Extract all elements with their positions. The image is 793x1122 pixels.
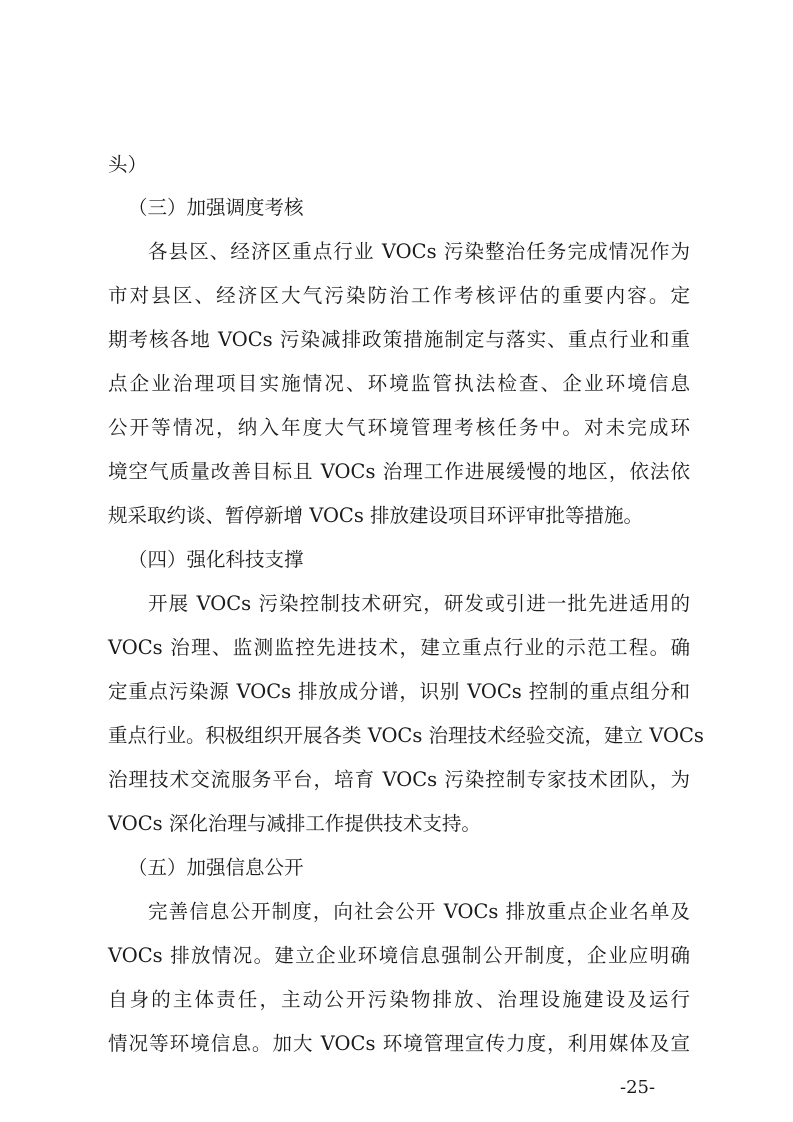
paragraph-line: 重点行业。积极组织开展各类 VOCs 治理技术经验交流，建立 VOCs: [108, 724, 704, 747]
paragraph-line: 情况等环境信息。加大 VOCs 环境管理宣传力度，利用媒体及宣: [108, 1032, 690, 1055]
paragraph-line: 治理技术交流服务平台，培育 VOCs 污染控制专家技术团队，为: [108, 768, 690, 791]
paragraph-line: 期考核各地 VOCs 污染减排政策措施制定与落实、重点行业和重: [108, 328, 690, 351]
paragraph-line: 各县区、经济区重点行业 VOCs 污染整治任务完成情况作为: [148, 240, 690, 263]
paragraph-line: VOCs 排放情况。建立企业环境信息强制公开制度，企业应明确: [108, 944, 690, 967]
paragraph-line: VOCs 深化治理与减排工作提供技术支持。: [108, 812, 481, 835]
paragraph-line: 完善信息公开制度，向社会公开 VOCs 排放重点企业名单及: [148, 900, 690, 923]
section-heading-4: （四）强化科技支撑: [128, 548, 304, 571]
paragraph-continuation-line: 头）: [108, 153, 148, 176]
paragraph-line: VOCs 治理、监测监控先进技术，建立重点行业的示范工程。确: [108, 636, 690, 659]
page-number: -25-: [620, 1077, 656, 1098]
paragraph-line: 点企业治理项目实施情况、环境监管执法检查、企业环境信息: [108, 372, 690, 395]
paragraph-line: 自身的主体责任，主动公开污染物排放、治理设施建设及运行: [108, 988, 690, 1011]
paragraph-line: 开展 VOCs 污染控制技术研究，研发或引进一批先进适用的: [148, 592, 690, 615]
paragraph-line: 定重点污染源 VOCs 排放成分谱，识别 VOCs 控制的重点组分和: [108, 680, 690, 703]
paragraph-line: 市对县区、经济区大气污染防治工作考核评估的重要内容。定: [108, 284, 690, 307]
section-heading-5: （五）加强信息公开: [128, 856, 304, 879]
paragraph-line: 公开等情况，纳入年度大气环境管理考核任务中。对未完成环: [108, 416, 690, 439]
section-heading-3: （三）加强调度考核: [128, 196, 304, 219]
paragraph-line: 境空气质量改善目标且 VOCs 治理工作进展缓慢的地区，依法依: [108, 460, 690, 483]
paragraph-line: 规采取约谈、暂停新增 VOCs 排放建设项目环评审批等措施。: [108, 504, 644, 527]
